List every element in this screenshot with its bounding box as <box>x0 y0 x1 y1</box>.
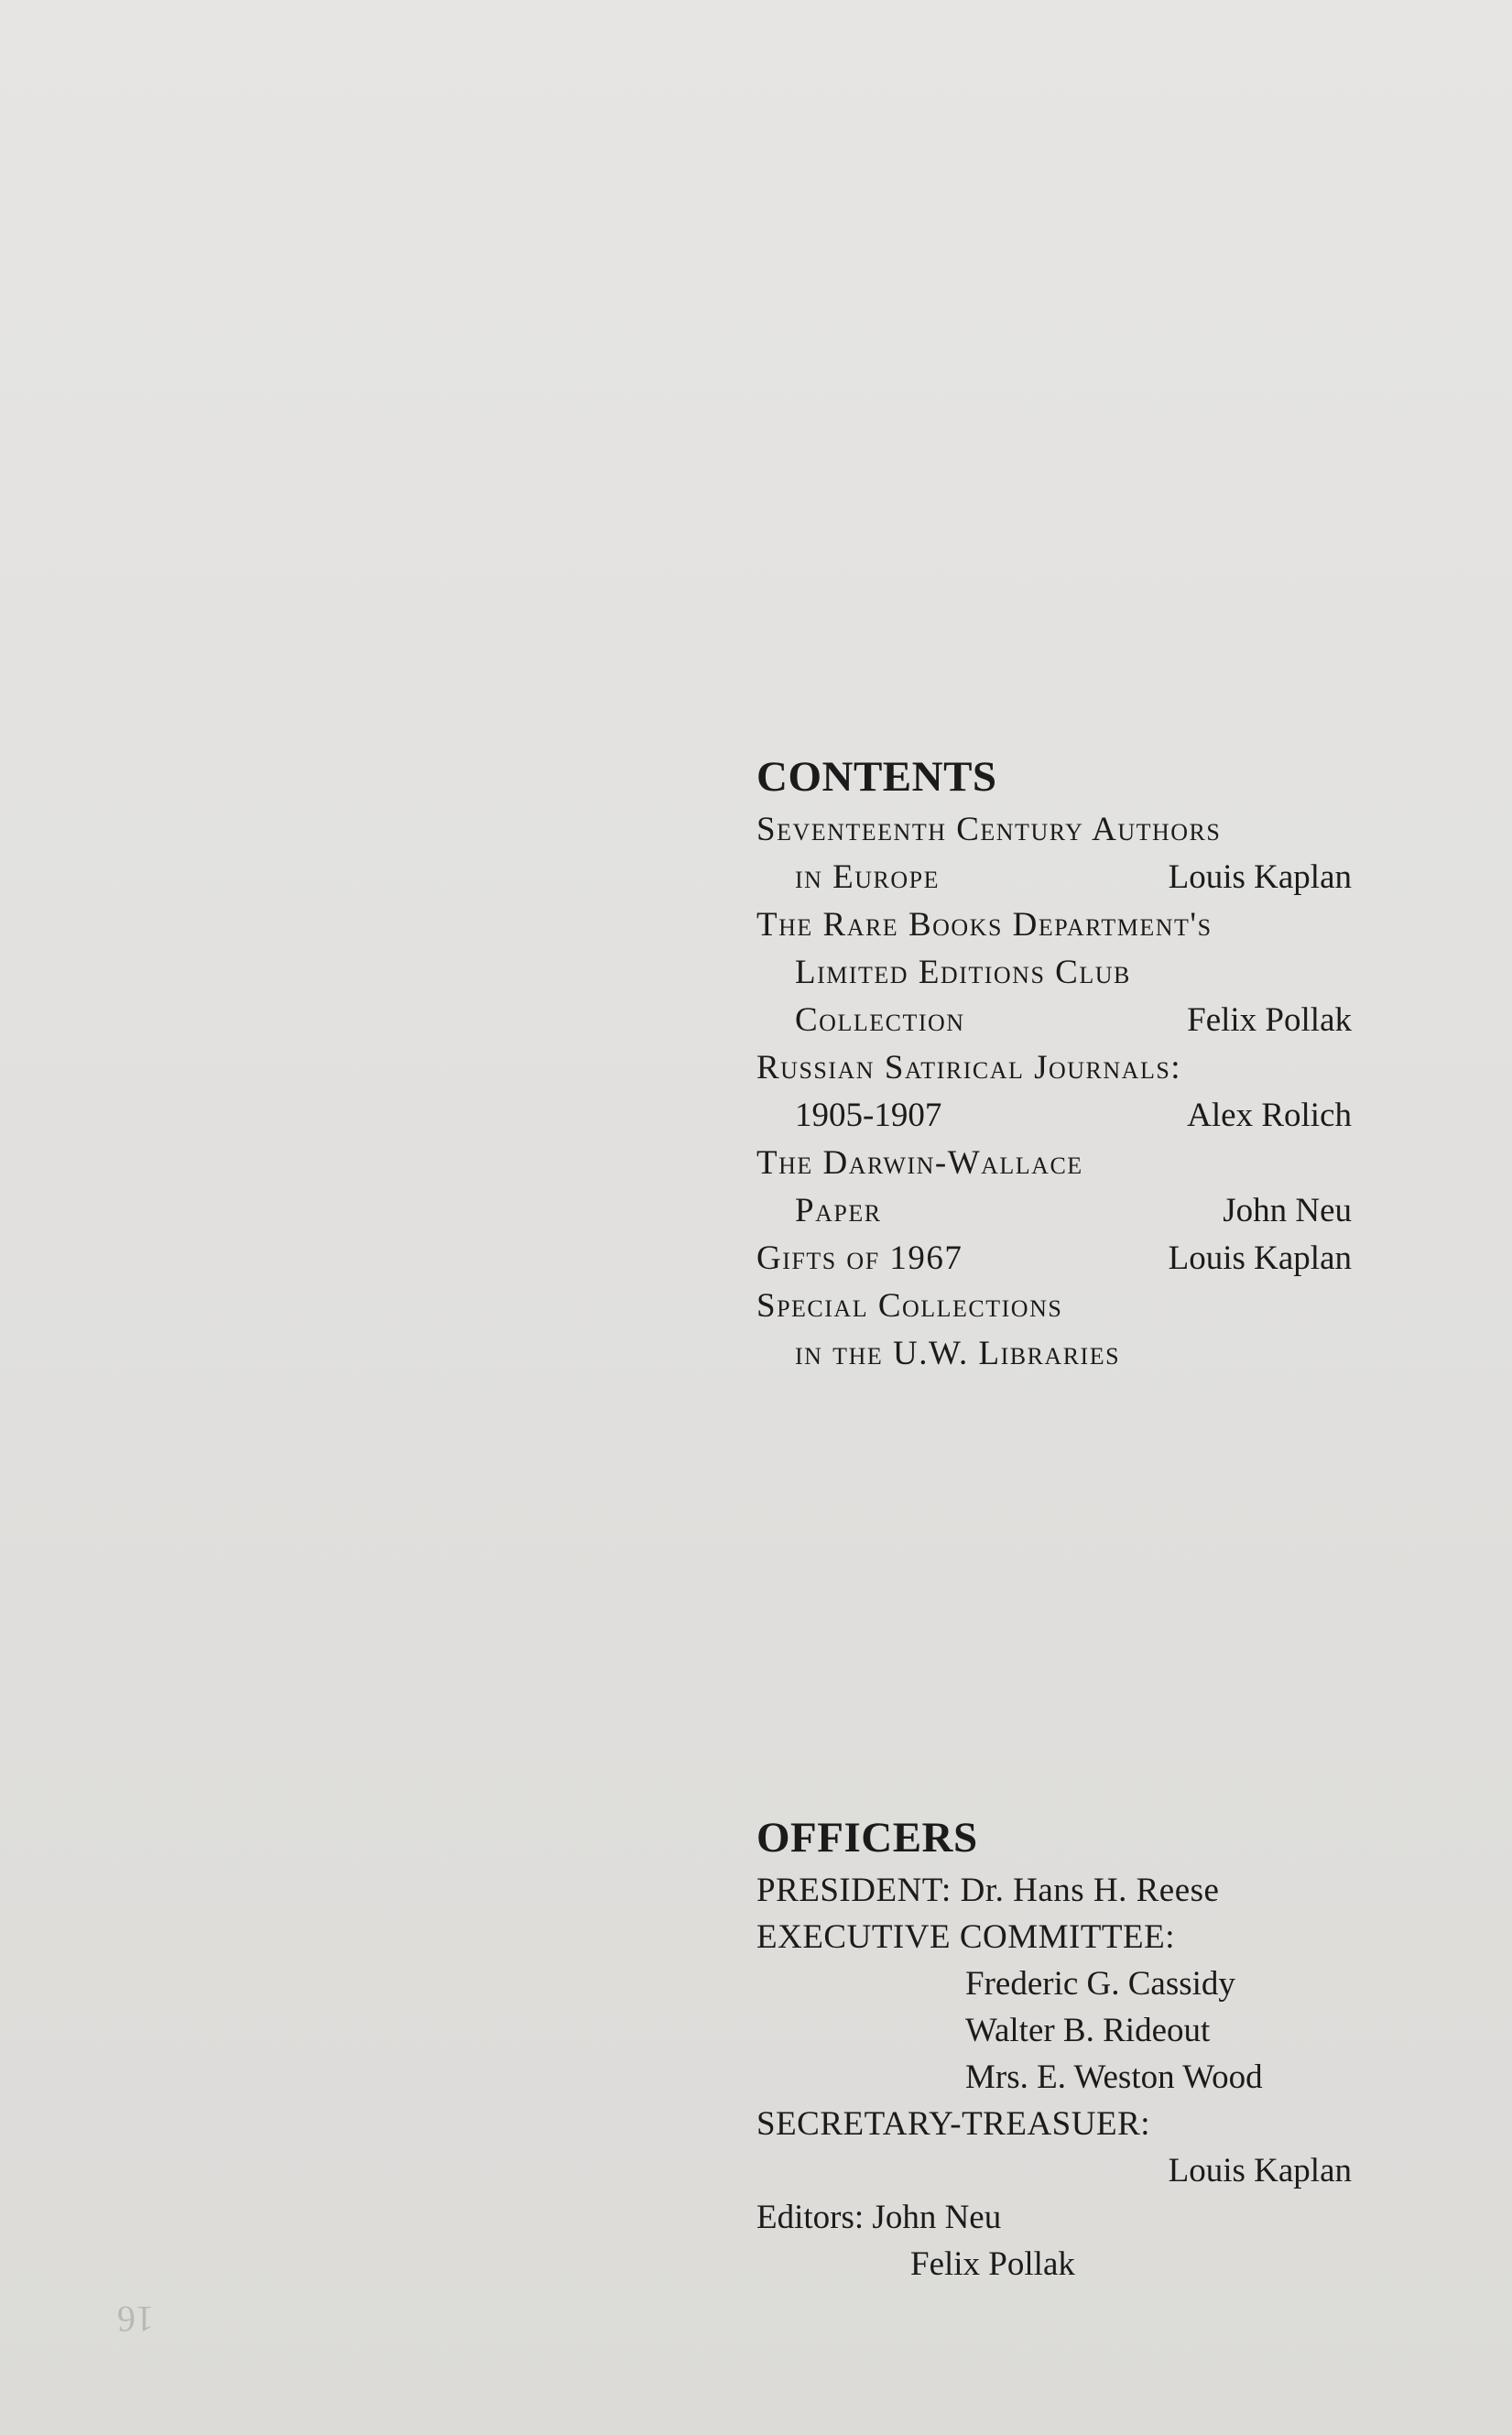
committee-member: Walter B. Rideout <box>965 2012 1211 2049</box>
page-number: 16 <box>117 2299 154 2340</box>
officers-heading: OFFICERS <box>756 1814 978 1862</box>
contents-entry <box>756 1235 1352 1283</box>
entry-title-line: The Darwin-Wallace <box>756 1144 1083 1182</box>
contents-entry <box>756 901 1352 1044</box>
entry-title-line: Gifts of 1967 <box>756 1239 963 1277</box>
editor-name: John Neu <box>872 2199 1002 2236</box>
entry-title-line: Collection <box>795 1001 965 1039</box>
contents-section <box>756 753 1352 1378</box>
committee-label: EXECUTIVE COMMITTEE: <box>756 1918 1176 1956</box>
editor-name: Felix Pollak <box>910 2245 1075 2283</box>
editors-label: Editors: <box>756 2199 865 2236</box>
committee-member: Mrs. E. Weston Wood <box>965 2058 1263 2096</box>
entry-title-line: Limited Editions Club <box>795 954 1131 991</box>
contents-entry <box>756 1283 1352 1378</box>
contents-entry <box>756 1044 1352 1140</box>
entry-title-line: The Rare Books Department's <box>756 906 1213 944</box>
president-name: Dr. Hans H. Reese <box>960 1872 1220 1909</box>
contents-entry <box>756 1140 1352 1235</box>
entry-title-line: Russian Satirical Journals: <box>756 1049 1182 1086</box>
entry-author: Alex Rolich <box>1187 1097 1352 1134</box>
contents-heading: CONTENTS <box>756 753 997 801</box>
president-label: PRESIDENT: <box>756 1872 952 1909</box>
secretary-name: Louis Kaplan <box>1168 2152 1352 2189</box>
entry-author: John Neu <box>1223 1192 1352 1229</box>
entry-title-line: 1905-1907 <box>795 1097 942 1134</box>
president-line <box>756 1867 1352 1914</box>
entry-author: Louis Kaplan <box>1168 858 1352 896</box>
entry-title-line: in the U.W. Libraries <box>795 1335 1121 1372</box>
contents-entry <box>756 806 1352 901</box>
entry-title-line: in Europe <box>795 858 941 896</box>
editors-line <box>756 2194 1352 2241</box>
entry-title-line: Seventeenth Century Authors <box>756 811 1222 848</box>
entry-author: Felix Pollak <box>1187 1001 1352 1039</box>
officers-section <box>756 1814 1352 2288</box>
committee-member: Frederic G. Cassidy <box>965 1965 1235 2003</box>
secretary-label: SECRETARY-TREASUER: <box>756 2105 1151 2143</box>
entry-title-line: Special Collections <box>756 1287 1063 1325</box>
entry-title-line: Paper <box>795 1192 882 1229</box>
entry-author: Louis Kaplan <box>1168 1239 1352 1277</box>
